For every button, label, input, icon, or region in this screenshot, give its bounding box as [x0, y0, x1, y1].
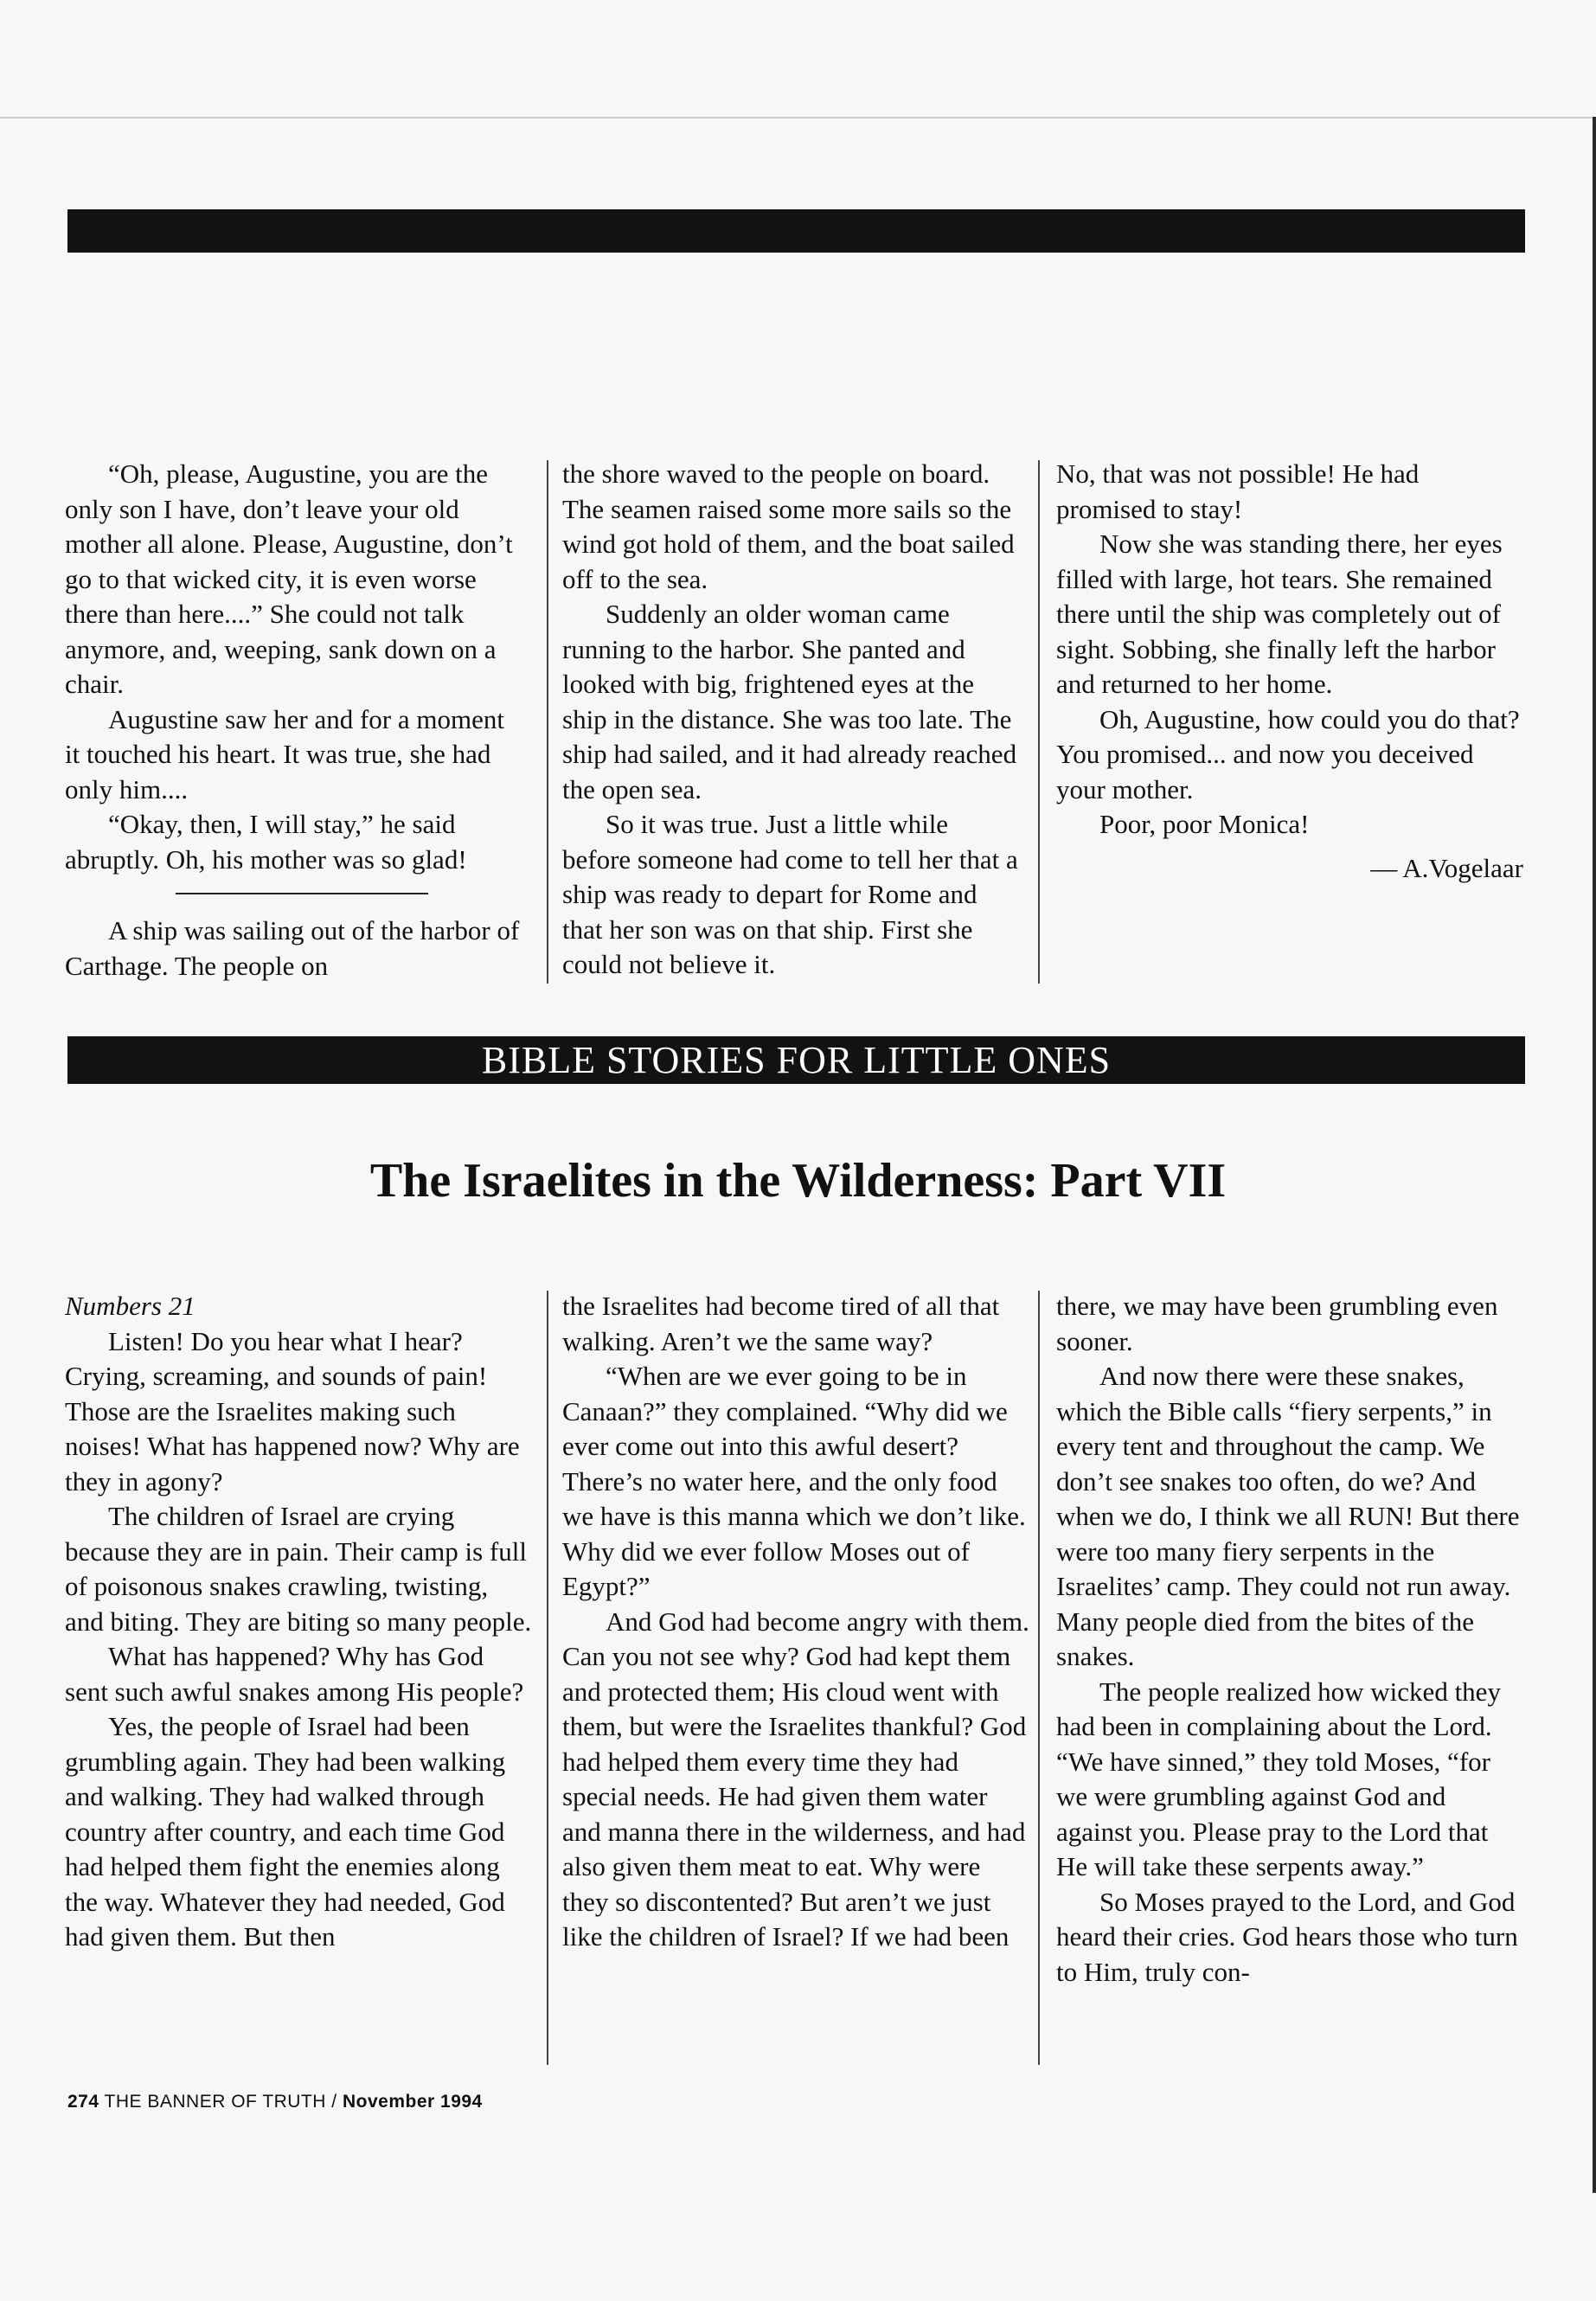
paragraph: The people realized how wicked they had been in complaining about the Lord. “We have sinned,” they told Moses, “for we were grumbling against God and against you. Please pray to the Lord that He will take these serpents away.” — [1056, 1676, 1501, 1881]
paragraph: Yes, the people of Israel had been grumbling again. They had been walking and walking. They had walked through country after country, and each time God had helped them fight the enemies along the way. Whatever they had needed, God had given them. But then — [65, 1711, 506, 1952]
paragraph: the Israelites had become tired of all that walking. Aren’t we the same way? — [562, 1291, 1000, 1356]
paragraph: Suddenly an older woman came running to the harbor. She panted and looked with big, frightened eyes at the ship in the distance. She was too late. The ship had sailed, and it had already reached the open sea. — [562, 599, 1017, 804]
paragraph: Oh, Augustine, how could you do that? You promised... and now you deceived your mother. — [1056, 703, 1520, 804]
paragraph: Now she was standing there, her eyes filled with large, hot tears. She remained there until the ship was completely out of sight. Sobbing, she finally left the harbor and returned to her home. — [1056, 529, 1503, 699]
section-banner: BIBLE STORIES FOR LITTLE ONES — [67, 1036, 1525, 1084]
paragraph: No, that was not possible! He had promised to stay! — [1056, 458, 1420, 524]
separator-rule — [176, 893, 428, 894]
paragraph: “When are we ever going to be in Canaan?” they complained. “Why did we ever come out into this awful desert? There’s no water here, and the only food we have is this manna which we don’t like. Why did we ever follow Moses out of Egypt?” — [562, 1361, 1026, 1601]
publication-name: THE BANNER OF TRUTH / — [104, 2092, 337, 2112]
article-column-3 — [1056, 1289, 1523, 1990]
issue-date: November 1994 — [342, 2092, 483, 2112]
page-number: 274 — [67, 2092, 99, 2112]
paragraph: Listen! Do you hear what I hear? Crying, screaming, and sounds of pain! Those are the Israelites making such noises! What has happened now? Why are they in agony? — [65, 1325, 520, 1497]
top-rule — [0, 117, 1596, 119]
paragraph: A ship was sailing out of the harbor of Carthage. The people on — [65, 915, 520, 981]
scripture-reference: Numbers 21 — [65, 1291, 195, 1321]
paragraph: So Moses prayed to the Lord, and God heard their cries. God hears those who turn to Him, truly con- — [1056, 1886, 1518, 1987]
author-signature: — A.Vogelaar — [1370, 852, 1523, 883]
article-column-1 — [65, 1289, 532, 1955]
article-column-2 — [562, 1289, 1029, 1955]
column-divider — [1038, 1291, 1040, 2065]
paragraph: there, we may have been grumbling even sooner. — [1056, 1291, 1498, 1356]
paragraph: Poor, poor Monica! — [1099, 809, 1310, 839]
story1-column-3 — [1056, 457, 1523, 886]
article-title: The Israelites in the Wilderness: Part VII — [369, 1154, 1227, 1208]
paragraph: Augustine saw her and for a moment it touched his heart. It was true, she had only him.... — [65, 703, 504, 804]
column-divider — [1038, 460, 1040, 984]
column-divider — [547, 460, 548, 984]
paragraph: What has happened? Why has God sent such awful snakes among His people? — [65, 1641, 524, 1707]
paragraph: And now there were these snakes, which the Bible calls “fiery serpents,” in every tent and throughout the camp. We don’t see snakes too often, do we? And when we do, I think we all RUN! But there were too many fiery serpents in the Israelites’ camp. They could not run away. Many people died from the bites of the snakes. — [1056, 1361, 1520, 1671]
paragraph: The children of Israel are crying because they are in pain. Their camp is full of poisonous snakes crawling, twisting, and biting. They are biting so many people. — [65, 1501, 532, 1637]
page-footer — [67, 2092, 483, 2112]
paragraph: the shore waved to the people on board. The seamen raised some more sails so the wind got hold of them, and the boat sailed off to the sea. — [562, 458, 1015, 594]
column-divider — [547, 1291, 548, 2065]
paragraph: “Okay, then, I will stay,” he said abruptly. Oh, his mother was so glad! — [65, 809, 467, 875]
paragraph: And God had become angry with them. Can you not see why? God had kept them and protected them; His cloud went with them, but were the Israelites thankful? God had helped them every time they had special needs. He had given them water and manna there in the wilderness, and had also given them meat to eat. Why were they so discontented? But aren’t we just like the children of Israel? If we had been — [562, 1606, 1029, 1952]
header-bar — [67, 209, 1525, 253]
story1-column-2 — [562, 457, 1021, 983]
story1-column-1 — [65, 457, 523, 984]
paragraph: So it was true. Just a little while before someone had come to tell her that a ship was ready to depart for Rome and that her son was on that ship. First she could not believe it. — [562, 809, 1018, 979]
paragraph: “Oh, please, Augustine, you are the only son I have, don’t leave your old mother all alone. Please, Augustine, don’t go to that wicked city, it is even worse there than here....” She could not talk anymore, and, weeping, sank down on a chair. — [65, 458, 513, 699]
